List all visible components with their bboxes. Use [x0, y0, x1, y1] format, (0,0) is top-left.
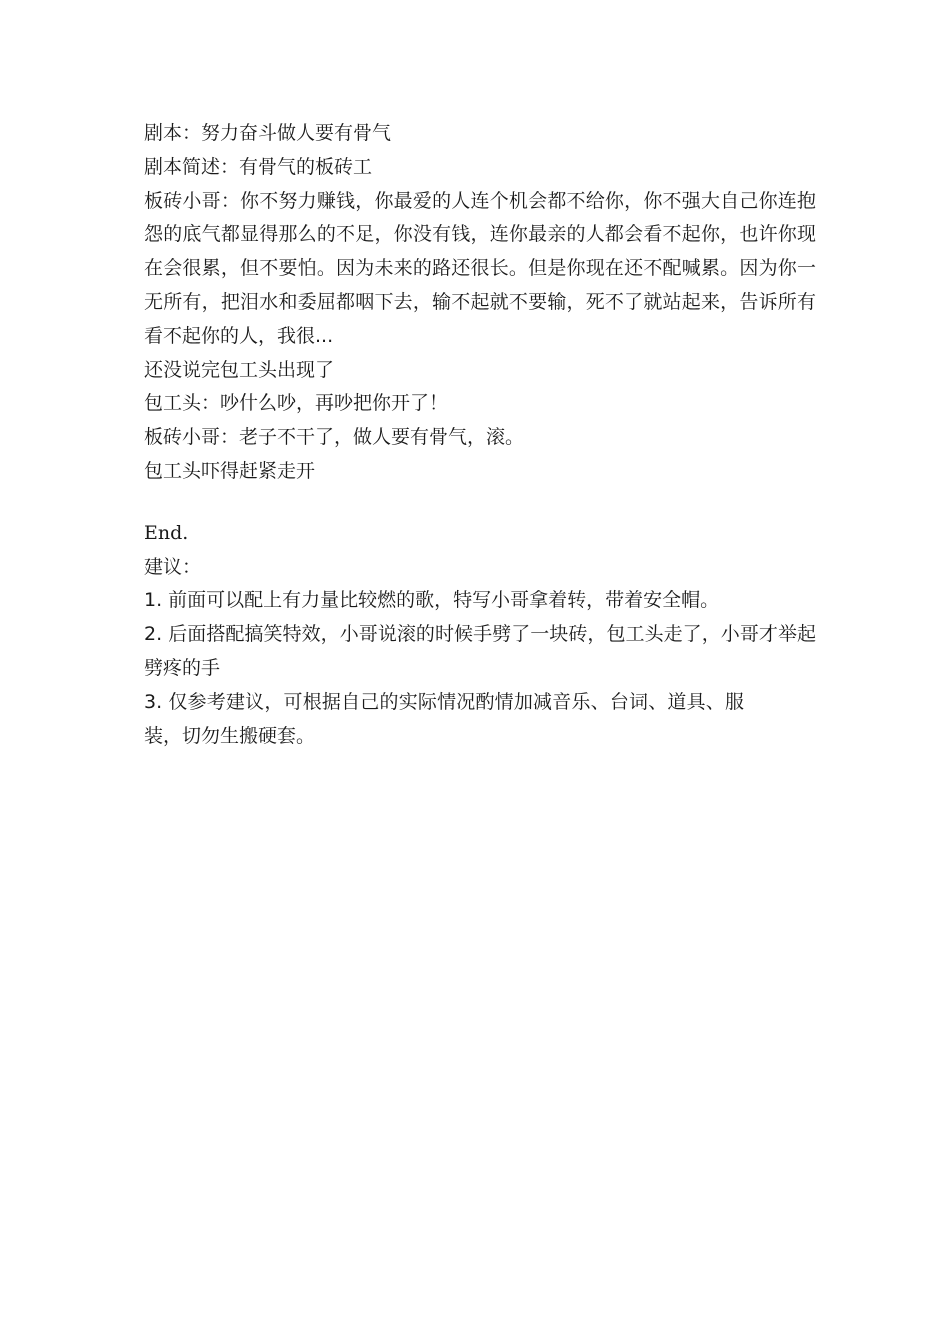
document-body [144, 117, 816, 753]
stage-direction-boss-appears: 还没说完包工头出现了 [144, 358, 335, 381]
boss-line: 包工头：吵什么吵，再吵把你开了！ [144, 392, 449, 415]
blank-line [144, 489, 816, 517]
end-marker: End. [144, 521, 189, 544]
stage-direction-boss-leaves: 包工头吓得赶紧走开 [144, 459, 316, 482]
script-summary: 剧本简述：有骨气的板砖工 [144, 155, 373, 178]
suggestions-heading: 建议： [144, 555, 202, 578]
worker-reply: 板砖小哥：老子不干了，做人要有骨气，滚。 [144, 426, 525, 449]
suggestion-item-1: 1. 前面可以配上有力量比较燃的歌，特写小哥拿着转，带着安全帽。 [144, 589, 720, 612]
worker-monologue: 板砖小哥：你不努力赚钱，你最爱的人连个机会都不给你，你不强大自己你连抱怨的底气都显得那么的不足，你没有钱，连你最亲的人都会看不起你，也许你现在会很累，但不要怕。因为未来的路还很长。但是你现在还不配喊累。因为你一无所有，把泪水和委屈都咽下去，输不起就不要输，死不了就站起来，告诉所有看不起你的人，我很... [144, 189, 816, 347]
suggestion-item-2: 2. 后面搭配搞笑特效，小哥说滚的时候手劈了一块砖，包工头走了，小哥才举起劈疼的手 [144, 623, 816, 679]
script-title: 剧本：努力奋斗做人要有骨气 [144, 122, 392, 144]
suggestion-item-3: 3. 仅参考建议，可根据自己的实际情况酌情加减音乐、台词、道具、服装，切勿生搬硬套。 [144, 690, 744, 747]
